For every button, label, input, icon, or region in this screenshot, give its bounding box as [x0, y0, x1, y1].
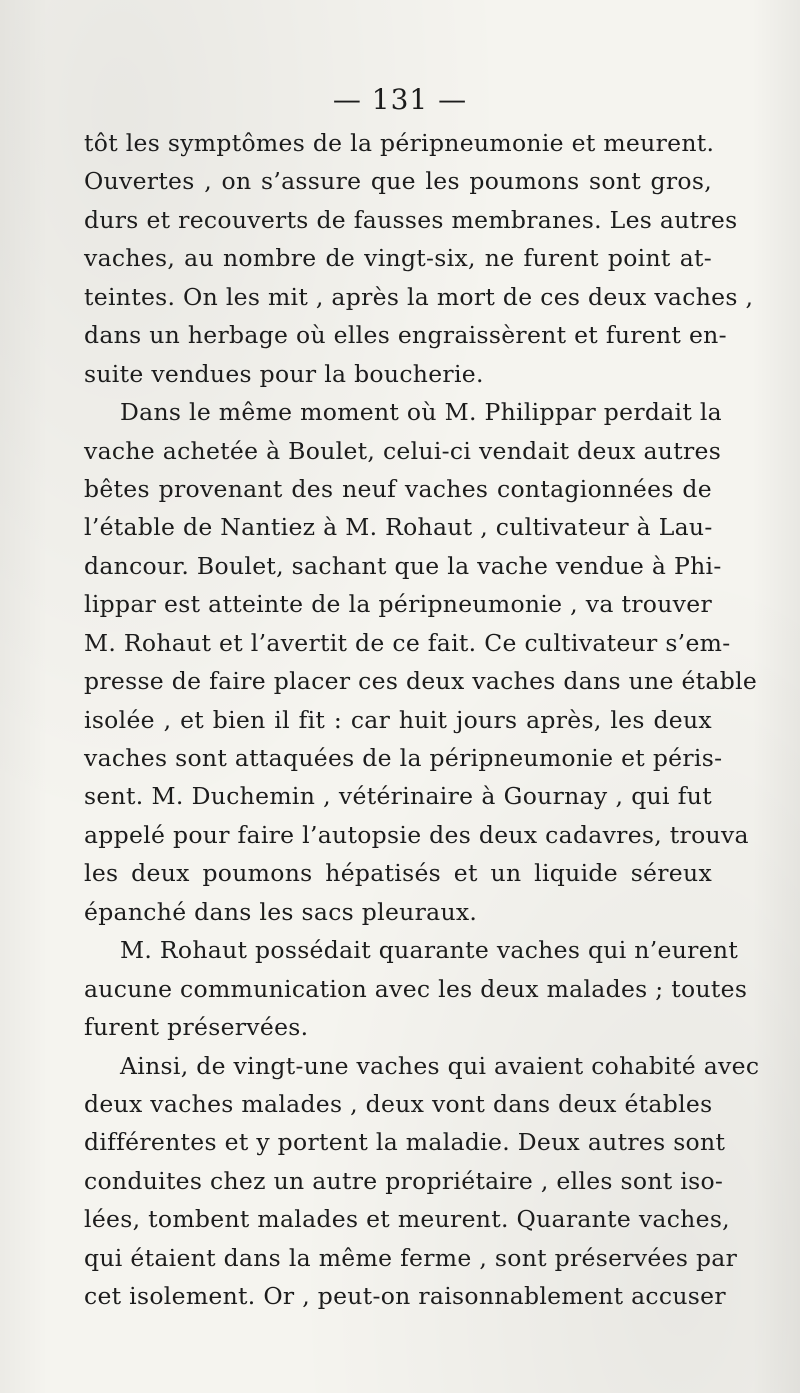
- text-line: l’étable de Nantiez à M. Rohaut , cultivateur à Lau-: [84, 513, 713, 542]
- text-line: qui étaient dans la même ferme , sont préservées par: [84, 1243, 738, 1272]
- text-line: sent. M. Duchemin , vétérinaire à Gournay , qui fut: [84, 782, 712, 811]
- body-text: [84, 124, 760, 1316]
- text-line: Ainsi, de vingt-une vaches qui avaient cohabité avec: [120, 1051, 760, 1080]
- text-line: Ouvertes , on s’assure que les poumons sont gros,: [84, 167, 712, 196]
- text-line: dans un herbage où elles engraissèrent et furent en-: [84, 321, 727, 350]
- text-line: appelé pour faire l’autopsie des deux cadavres, trouva: [84, 820, 749, 849]
- text-line: cet isolement. Or , peut-on raisonnablement accuser: [84, 1282, 726, 1311]
- text-line: bêtes provenant des neuf vaches contagionnées de: [84, 474, 712, 503]
- text-line: vache achetée à Boulet, celui-ci vendait deux autres: [84, 436, 722, 465]
- text-line: les deux poumons hépatisés et un liquide séreux: [84, 859, 712, 888]
- page-number: — 131 —: [332, 83, 468, 116]
- text-line: différentes et y portent la maladie. Deux autres sont: [84, 1128, 726, 1157]
- text-line: lippar est atteinte de la péripneumonie , va trouver: [84, 590, 712, 619]
- text-line: conduites chez un autre propriétaire , elles sont iso-: [84, 1166, 724, 1195]
- text-line: dancour. Boulet, sachant que la vache vendue à Phi-: [84, 551, 722, 580]
- text-line: épanché dans les sacs pleuraux.: [84, 897, 478, 926]
- text-line: lées, tombent malades et meurent. Quarante vaches,: [84, 1205, 730, 1234]
- text-line: aucune communication avec les deux malades ; toutes: [84, 974, 748, 1003]
- text-line: M. Rohaut possédait quarante vaches qui n’eurent: [120, 936, 739, 965]
- text-line: furent préservées.: [84, 1013, 309, 1042]
- text-line: deux vaches malades , deux vont dans deux étables: [84, 1089, 713, 1118]
- text-line: suite vendues pour la boucherie.: [84, 359, 484, 388]
- text-line: durs et recouverts de fausses membranes. Les autres: [84, 205, 738, 234]
- text-line: presse de faire placer ces deux vaches dans une étable: [84, 667, 758, 696]
- text-line: vaches, au nombre de vingt-six, ne furent point at-: [84, 244, 712, 273]
- text-line: isolée , et bien il fit : car huit jours après, les deux: [84, 705, 712, 734]
- text-line: vaches sont attaquées de la péripneumonie et péris-: [84, 744, 723, 772]
- text-line: M. Rohaut et l’avertit de ce fait. Ce cultivateur s’em-: [84, 628, 731, 657]
- text-line: teintes. On les mit , après la mort de ces deux vaches ,: [84, 282, 754, 311]
- text-line: tôt les symptômes de la péripneumonie et meurent.: [84, 129, 715, 157]
- text-line: Dans le même moment où M. Philippar perdait la: [120, 398, 722, 427]
